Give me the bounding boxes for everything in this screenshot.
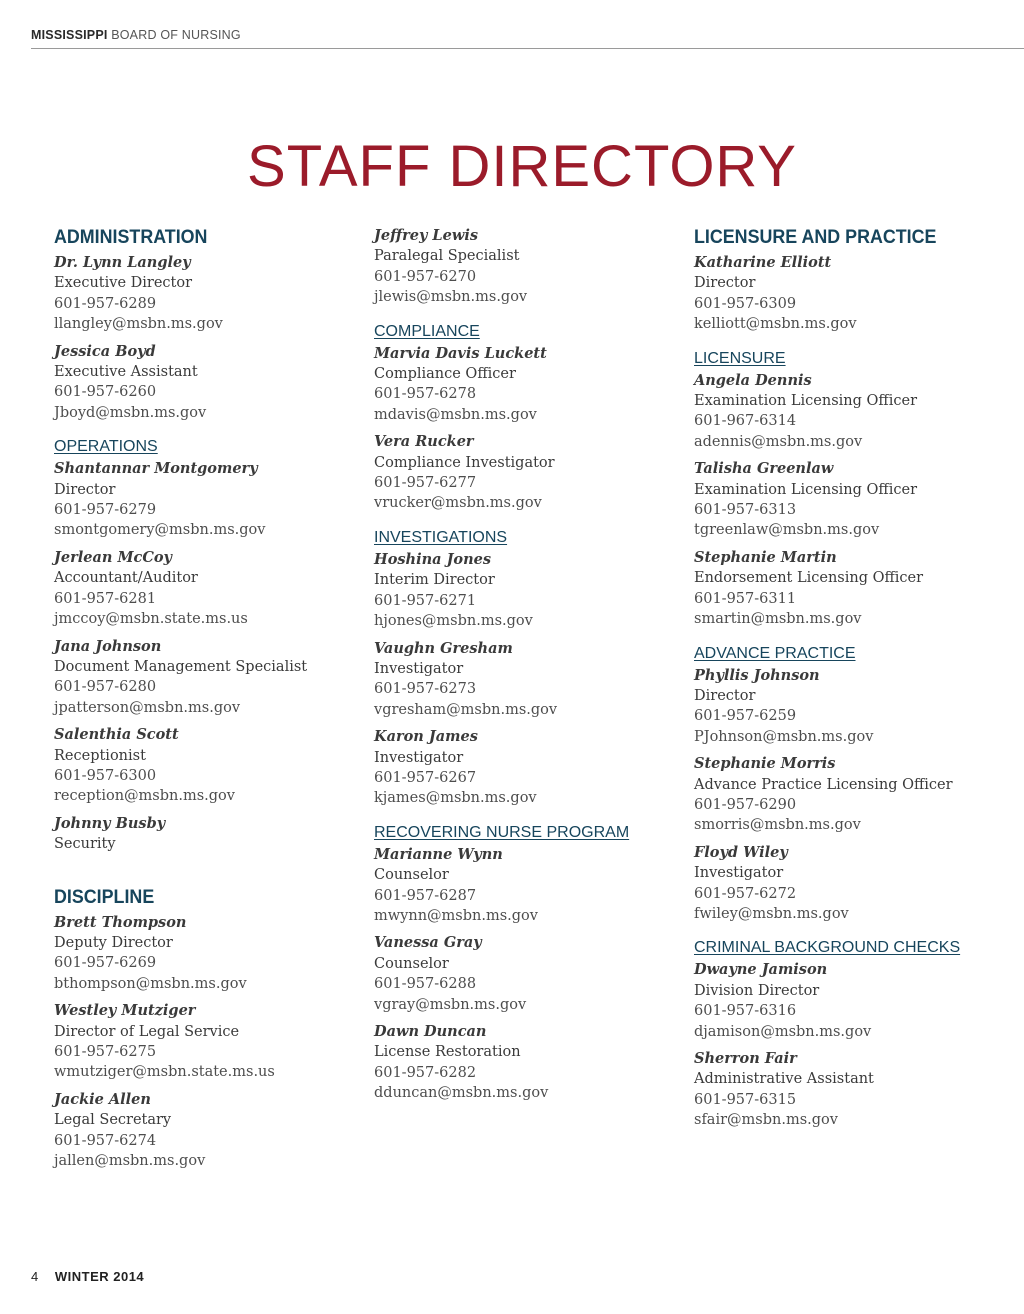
section-heading: RECOVERING NURSE PROGRAM bbox=[374, 823, 630, 841]
staff-entry bbox=[374, 727, 684, 809]
staff-name: Jackie Allen bbox=[54, 1090, 151, 1108]
section-licensure bbox=[694, 349, 1004, 630]
header-divider bbox=[31, 48, 1024, 49]
staff-title: Investigator bbox=[374, 660, 464, 677]
staff-email: adennis@msbn.ms.gov bbox=[694, 433, 863, 450]
staff-email: Jboyd@msbn.ms.gov bbox=[54, 404, 207, 421]
staff-title: Investigator bbox=[374, 749, 464, 766]
staff-email: jlewis@msbn.ms.gov bbox=[374, 289, 528, 306]
staff-email: djamison@msbn.ms.gov bbox=[694, 1023, 872, 1040]
staff-email: kjames@msbn.ms.gov bbox=[374, 790, 537, 807]
staff-title: Paralegal Specialist bbox=[374, 248, 520, 265]
staff-phone: 601-957-6260 bbox=[54, 384, 157, 401]
staff-email: sfair@msbn.ms.gov bbox=[694, 1112, 838, 1129]
staff-phone: 601-957-6273 bbox=[374, 681, 477, 698]
staff-phone: 601-957-6271 bbox=[374, 592, 477, 609]
page-footer bbox=[31, 1269, 144, 1284]
directory-column-middle bbox=[374, 226, 684, 1111]
staff-name: Dr. Lynn Langley bbox=[54, 254, 191, 271]
staff-name: Brett Thompson bbox=[54, 913, 187, 931]
staff-entry bbox=[374, 550, 684, 632]
staff-name: Vanessa Gray bbox=[374, 934, 482, 952]
staff-email: dduncan@msbn.ms.gov bbox=[374, 1085, 549, 1102]
staff-email: mdavis@msbn.ms.gov bbox=[374, 406, 537, 423]
staff-name: Dwayne Jamison bbox=[694, 961, 828, 979]
staff-entry bbox=[374, 344, 684, 426]
header-org-light: BOARD OF NURSING bbox=[111, 28, 241, 42]
staff-name: Westley Mutziger bbox=[54, 1002, 196, 1020]
staff-email: mwynn@msbn.ms.gov bbox=[374, 907, 538, 924]
staff-name: Vaughn Gresham bbox=[374, 639, 513, 657]
staff-email: hjones@msbn.ms.gov bbox=[374, 613, 533, 630]
staff-email: jpatterson@msbn.ms.gov bbox=[54, 699, 241, 716]
staff-title: Security bbox=[54, 836, 116, 853]
staff-phone: 601-957-6269 bbox=[54, 955, 157, 972]
staff-phone: 601-957-6287 bbox=[374, 887, 477, 904]
staff-entry bbox=[694, 843, 1004, 925]
staff-title: Counselor bbox=[374, 867, 449, 884]
section-discipline-continued bbox=[374, 226, 684, 308]
staff-title: Examination Licensing Officer bbox=[694, 393, 917, 410]
staff-email: tgreenlaw@msbn.ms.gov bbox=[694, 522, 880, 539]
staff-entry bbox=[374, 226, 684, 308]
staff-title: Compliance Investigator bbox=[374, 454, 555, 471]
staff-phone: 601-957-6274 bbox=[54, 1132, 157, 1149]
staff-phone: 601-957-6289 bbox=[54, 295, 157, 312]
staff-entry bbox=[694, 666, 1004, 748]
staff-title: Investigator bbox=[694, 865, 784, 882]
staff-email: vgresham@msbn.ms.gov bbox=[374, 701, 558, 718]
staff-name: Jerlean McCoy bbox=[54, 548, 172, 566]
staff-phone: 601-957-6315 bbox=[694, 1091, 797, 1108]
staff-email: vgray@msbn.ms.gov bbox=[374, 996, 527, 1013]
staff-email: smartin@msbn.ms.gov bbox=[694, 611, 862, 628]
staff-email: wmutziger@msbn.state.ms.us bbox=[54, 1064, 275, 1081]
staff-email: jallen@msbn.ms.gov bbox=[54, 1153, 206, 1170]
staff-name: Vera Rucker bbox=[374, 433, 474, 451]
staff-title: Legal Secretary bbox=[54, 1112, 172, 1129]
staff-entry bbox=[54, 637, 364, 719]
staff-title: Document Management Specialist bbox=[54, 658, 308, 675]
staff-entry bbox=[694, 754, 1004, 836]
staff-phone: 601-957-6277 bbox=[374, 475, 477, 492]
staff-entry bbox=[694, 960, 1004, 1042]
staff-entry bbox=[54, 1090, 364, 1172]
staff-email: llangley@msbn.ms.gov bbox=[54, 316, 223, 333]
staff-phone: 601-957-6259 bbox=[694, 708, 797, 725]
section-heading: CRIMINAL BACKGROUND CHECKS bbox=[694, 939, 961, 957]
staff-title: Compliance Officer bbox=[374, 366, 516, 383]
staff-entry bbox=[374, 845, 684, 927]
staff-phone: 601-957-6300 bbox=[54, 767, 157, 784]
staff-name: Shantannar Montgomery bbox=[54, 460, 258, 478]
staff-entry bbox=[54, 253, 364, 335]
staff-name: Marvia Davis Luckett bbox=[374, 344, 547, 362]
staff-entry bbox=[54, 459, 364, 541]
section-heading: LICENSURE AND PRACTICE bbox=[694, 227, 937, 248]
staff-phone: 601-957-6290 bbox=[694, 796, 797, 813]
staff-phone: 601-967-6314 bbox=[694, 413, 797, 430]
staff-phone: 601-957-6270 bbox=[374, 268, 477, 285]
staff-name: Jessica Boyd bbox=[54, 342, 156, 360]
staff-name: Stephanie Morris bbox=[694, 755, 836, 773]
staff-title: Executive Assistant bbox=[54, 364, 198, 381]
staff-entry bbox=[694, 253, 1004, 335]
staff-title: Director bbox=[694, 687, 756, 704]
section-investigations bbox=[374, 528, 684, 809]
staff-title: License Restoration bbox=[374, 1044, 521, 1061]
header-org-bold: MISSISSIPPI bbox=[31, 28, 108, 42]
staff-title: Examination Licensing Officer bbox=[694, 481, 917, 498]
staff-entry bbox=[54, 913, 364, 995]
staff-title: Executive Director bbox=[54, 275, 193, 292]
staff-email: smorris@msbn.ms.gov bbox=[694, 817, 861, 834]
staff-phone: 601-957-6267 bbox=[374, 769, 477, 786]
page-number: 4 bbox=[31, 1269, 39, 1284]
staff-phone: 601-957-6316 bbox=[694, 1003, 797, 1020]
publication-header bbox=[31, 28, 241, 42]
staff-phone: 601-957-6313 bbox=[694, 502, 797, 519]
staff-entry bbox=[374, 1022, 684, 1104]
section-licensure-and-practice bbox=[694, 226, 1004, 335]
staff-title: Director of Legal Service bbox=[54, 1023, 240, 1040]
issue-label: WINTER 2014 bbox=[54, 1269, 145, 1284]
section-heading: LICENSURE bbox=[694, 349, 786, 367]
staff-email: vrucker@msbn.ms.gov bbox=[374, 495, 542, 512]
staff-email: bthompson@msbn.ms.gov bbox=[54, 975, 247, 992]
staff-title: Advance Practice Licensing Officer bbox=[694, 776, 953, 793]
staff-name: Floyd Wiley bbox=[694, 843, 788, 861]
staff-email: reception@msbn.ms.gov bbox=[54, 788, 235, 805]
staff-title: Administrative Assistant bbox=[694, 1071, 874, 1088]
staff-title: Accountant/Auditor bbox=[54, 570, 198, 587]
staff-email: jmccoy@msbn.state.ms.us bbox=[54, 611, 248, 628]
staff-phone: 601-957-6280 bbox=[54, 679, 157, 696]
staff-name: Salenthia Scott bbox=[54, 726, 179, 744]
staff-phone: 601-957-6272 bbox=[694, 885, 797, 902]
staff-entry bbox=[374, 432, 684, 514]
staff-email: kelliott@msbn.ms.gov bbox=[694, 316, 857, 333]
staff-phone: 601-957-6275 bbox=[54, 1044, 157, 1060]
staff-phone: 601-957-6309 bbox=[694, 295, 797, 312]
staff-entry bbox=[374, 933, 684, 1015]
section-administration bbox=[54, 226, 364, 423]
page-title: STAFF DIRECTORY bbox=[247, 134, 797, 199]
staff-email: fwiley@msbn.ms.gov bbox=[694, 905, 849, 922]
staff-entry bbox=[694, 1049, 1004, 1131]
staff-name: Talisha Greenlaw bbox=[694, 460, 834, 478]
staff-title: Director bbox=[694, 275, 756, 292]
staff-email: smontgomery@msbn.ms.gov bbox=[54, 522, 266, 539]
staff-title: Deputy Director bbox=[54, 934, 173, 951]
section-compliance bbox=[374, 322, 684, 514]
directory-column-right bbox=[694, 226, 1004, 1138]
staff-entry bbox=[54, 725, 364, 807]
staff-title: Receptionist bbox=[54, 747, 146, 764]
staff-entry bbox=[694, 548, 1004, 630]
staff-name: Marianne Wynn bbox=[374, 845, 503, 863]
staff-phone: 601-957-6288 bbox=[374, 976, 477, 993]
section-heading: ADVANCE PRACTICE bbox=[694, 644, 856, 662]
staff-name: Jana Johnson bbox=[54, 637, 162, 655]
staff-entry bbox=[54, 342, 364, 424]
staff-title: Counselor bbox=[374, 955, 449, 972]
staff-name: Katharine Elliott bbox=[694, 254, 832, 271]
staff-title: Interim Director bbox=[374, 572, 495, 589]
staff-phone: 601-957-6281 bbox=[54, 590, 157, 607]
staff-entry bbox=[54, 1001, 364, 1083]
staff-entry bbox=[54, 548, 364, 630]
staff-email: PJohnson@msbn.ms.gov bbox=[694, 728, 874, 745]
staff-entry bbox=[694, 371, 1004, 453]
staff-name: Sherron Fair bbox=[694, 1050, 797, 1067]
staff-entry bbox=[694, 459, 1004, 541]
section-heading: ADMINISTRATION bbox=[54, 227, 208, 248]
staff-title: Endorsement Licensing Officer bbox=[694, 570, 924, 587]
staff-entry bbox=[54, 814, 364, 855]
section-advance-practice bbox=[694, 644, 1004, 925]
staff-name: Stephanie Martin bbox=[694, 548, 837, 566]
staff-name: Angela Dennis bbox=[694, 371, 812, 389]
staff-name: Jeffrey Lewis bbox=[374, 227, 478, 244]
staff-phone: 601-957-6278 bbox=[374, 386, 477, 403]
section-heading: OPERATIONS bbox=[54, 438, 158, 456]
staff-phone: 601-957-6311 bbox=[694, 590, 797, 607]
directory-column-left bbox=[54, 226, 364, 1178]
staff-phone: 601-957-6282 bbox=[374, 1064, 477, 1081]
section-operations bbox=[54, 437, 364, 854]
section-heading: DISCIPLINE bbox=[54, 886, 155, 908]
staff-name: Karon James bbox=[374, 728, 478, 746]
section-discipline bbox=[54, 886, 364, 1172]
staff-name: Phyllis Johnson bbox=[694, 666, 820, 684]
section-criminal-background-checks bbox=[694, 938, 1004, 1130]
staff-name: Johnny Busby bbox=[54, 814, 166, 832]
staff-name: Dawn Duncan bbox=[374, 1023, 487, 1040]
section-heading: INVESTIGATIONS bbox=[374, 528, 508, 546]
staff-entry bbox=[374, 639, 684, 721]
staff-phone: 601-957-6279 bbox=[54, 502, 157, 519]
staff-title: Division Director bbox=[694, 982, 820, 999]
section-recovering-nurse-program bbox=[374, 823, 684, 1104]
section-heading: COMPLIANCE bbox=[374, 322, 480, 340]
staff-title: Director bbox=[54, 481, 116, 498]
staff-name: Hoshina Jones bbox=[374, 550, 492, 568]
